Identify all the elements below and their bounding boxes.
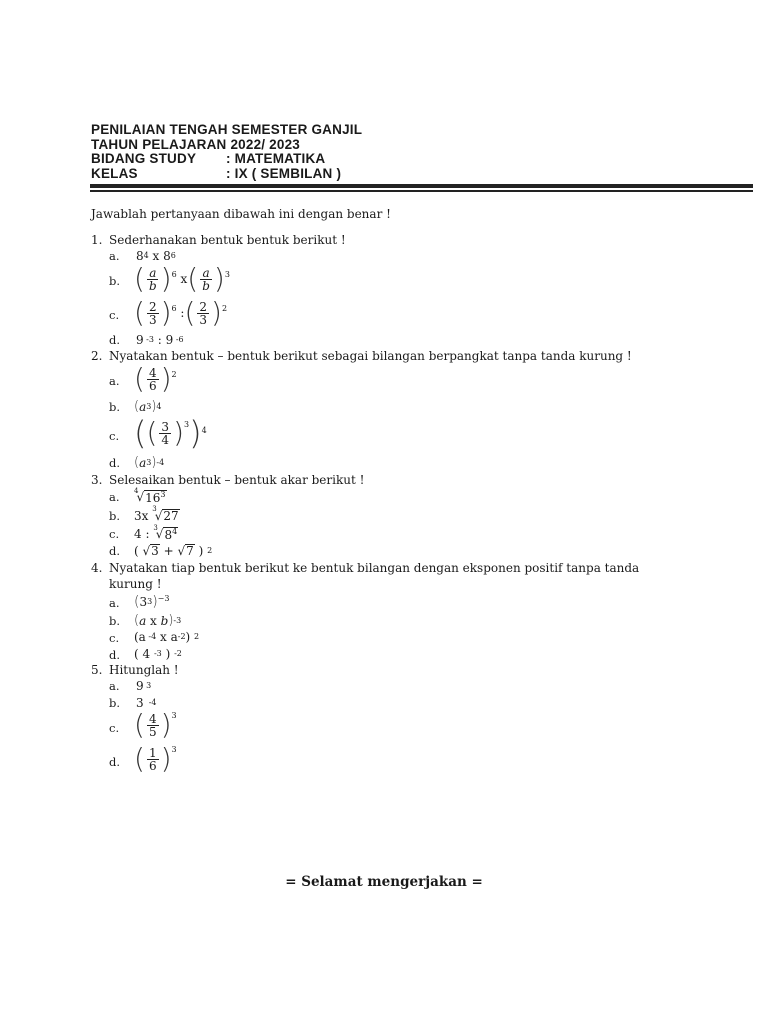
option-label: c. (109, 308, 120, 322)
subject-row (91, 152, 362, 167)
exam-title (91, 123, 362, 138)
math-expression: 4 : 3 √ $8^4$ (134, 523, 178, 542)
exam-header (91, 123, 362, 181)
option-label: a. (109, 249, 120, 263)
question-text: Hitunglah ! (109, 663, 179, 677)
option-label: d. (109, 755, 121, 769)
option-label: b. (109, 614, 121, 628)
math-expression: ( a 3 ) 4 (134, 399, 162, 414)
option-label: d. (109, 648, 121, 662)
math-expression: ( $\frac{4}{5}$ ) $^3$ (134, 708, 177, 741)
class-row (91, 167, 362, 182)
option-label: a. (109, 490, 120, 504)
option-label: c. (109, 527, 120, 541)
option-label: d. (109, 333, 121, 347)
subject-value: : MATEMATIKA (226, 151, 326, 166)
math-expression: ( 4 -3 ) -2 (134, 647, 182, 661)
math-expression: ( √ 3 + √ 7 ) 2 (134, 543, 213, 558)
math-expression: ( $\frac{1}{6}$ ) $^3$ (134, 742, 177, 775)
math-expression: 9 3 (136, 679, 152, 693)
subject-key: BIDANG STUDY (91, 151, 197, 166)
closing-message: = Selamat mengerjakan = (285, 874, 483, 890)
instruction: Jawablah pertanyaan dibawah ini dengan benar ! (91, 207, 391, 221)
option-label: b. (109, 400, 121, 414)
question-text-continued: kurung ! (109, 577, 162, 591)
header-divider-thick (90, 184, 753, 188)
math-expression: ( 3 3 ) $^{-3}$ (134, 594, 170, 610)
math-expression: ( $\frac{a}{b}$ ) $^6$ x ( $\frac{a}{b}$ ) $^3$ (134, 262, 230, 295)
option-label: a. (109, 679, 120, 693)
question-number: 4. (91, 561, 103, 575)
math-expression: ( ( $\frac{3}{4}$ ) $^3$ ) $^4$ (134, 414, 207, 452)
option-label: d. (109, 456, 121, 470)
question-number: 1. (91, 233, 103, 247)
option-label: c. (109, 721, 120, 735)
option-label: c. (109, 631, 120, 645)
option-label: a. (109, 596, 120, 610)
math-expression: ( $\frac{4}{6}$ ) $^2$ (134, 362, 177, 395)
exam-title-text: PENILAIAN TENGAH SEMESTER GANJIL (91, 122, 363, 137)
math-expression: ( a 3 ) -4 (134, 455, 165, 470)
math-expression: (a -4 x a -2 ) 2 (134, 630, 200, 644)
header-divider-thin (90, 190, 753, 192)
class-key: KELAS (91, 165, 138, 181)
question-text: Nyatakan tiap bentuk berikut ke bentuk bilangan dengan eksponen positif tanpa tanda (109, 561, 640, 575)
math-expression: ( a x b ) -3 (134, 613, 182, 628)
option-label: b. (109, 696, 121, 710)
school-year (91, 138, 362, 153)
question-text: Sederhanakan bentuk bentuk berikut ! (109, 233, 346, 247)
school-year-text: TAHUN PELAJARAN 2022/ 2023 (91, 136, 301, 152)
math-expression: 3x 3 √ 27 (134, 505, 179, 523)
option-label: a. (109, 374, 120, 388)
option-label: d. (109, 544, 121, 558)
question-number: 2. (91, 349, 103, 363)
math-expression: 8 4 x 8 6 (136, 249, 176, 263)
question-number: 3. (91, 473, 103, 487)
question-text: Selesaikan bentuk – bentuk akar berikut ! (109, 473, 365, 487)
question-number: 5. (91, 663, 103, 677)
question-text: Nyatakan bentuk – bentuk berikut sebagai bilangan berpangkat tanpa tanda kurung ! (109, 349, 632, 363)
class-value: : IX ( SEMBILAN ) (226, 165, 342, 181)
math-expression: 4 √ $16^3$ (134, 486, 166, 505)
math-expression: ( $\frac{2}{3}$ ) $^6$ : ( $\frac{2}{3}$ ) $^2$ (134, 296, 228, 329)
math-expression: 3 -4 (136, 696, 157, 710)
option-label: b. (109, 274, 121, 288)
math-expression: 9 -3 : 9 -6 (136, 333, 184, 347)
option-label: c. (109, 429, 120, 443)
option-label: b. (109, 509, 121, 523)
